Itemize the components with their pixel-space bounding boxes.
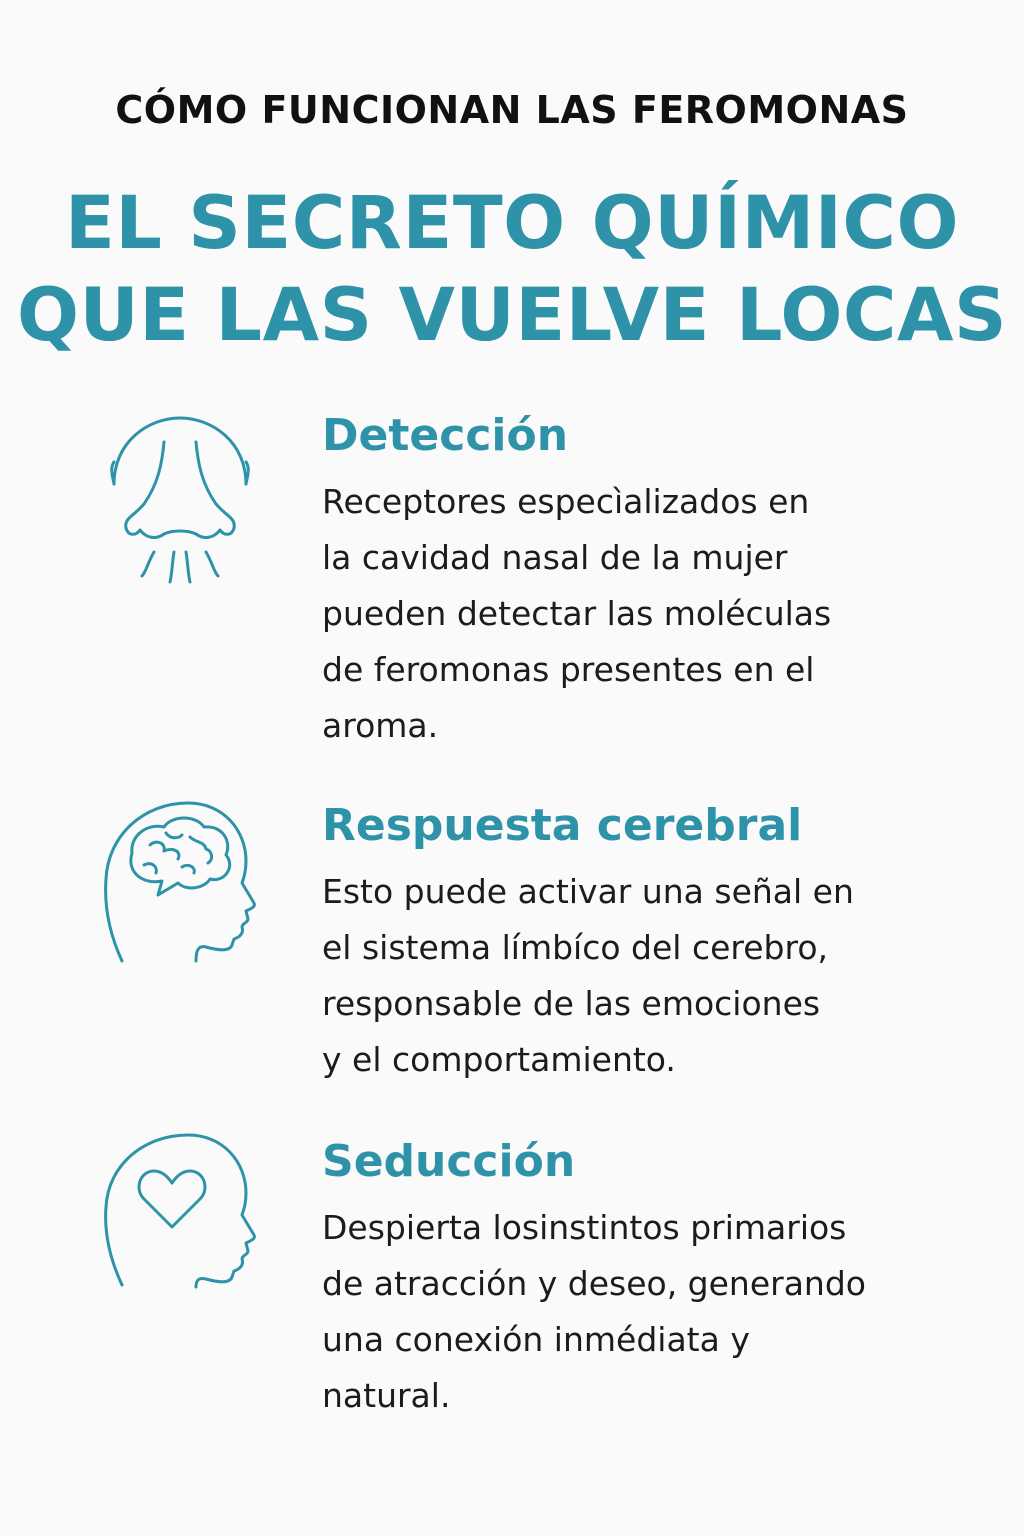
section-title-respuesta-cerebral: Respuesta cerebral [322, 800, 803, 851]
body-line: Esto puede activar una señal en [322, 872, 854, 911]
headline-line-2: QUE LAS VUELVE LOCAS [16, 273, 1008, 358]
body-line: Despierta losinstintos primarios [322, 1208, 847, 1247]
body-line: Receptores especìalizados en [322, 482, 810, 521]
nose-icon [100, 412, 260, 592]
body-line: y el comportamiento. [322, 1040, 676, 1079]
body-line: de feromonas presentes en el [322, 650, 815, 689]
section-body-respuesta-cerebral [322, 864, 962, 1088]
body-line: responsable de las emociones [322, 984, 821, 1023]
section-title-seduccion: Seducción [322, 1136, 576, 1187]
body-line: aroma. [322, 706, 439, 745]
section-title-deteccion: Detección [322, 410, 569, 461]
brain-head-icon [100, 795, 260, 975]
body-line: natural. [322, 1376, 451, 1415]
headline-line-1: EL SECRETO QUÍMICO [64, 181, 960, 266]
body-line: pueden detectar las moléculas [322, 594, 832, 633]
section-body-deteccion [322, 474, 962, 754]
kicker-title: CÓMO FUNCIONAN LAS FEROMONAS [115, 88, 909, 132]
body-line: una conexión inmédiata y [322, 1320, 750, 1359]
heart-head-icon [100, 1125, 260, 1305]
body-line: la cavidad nasal de la mujer [322, 538, 788, 577]
headline [0, 178, 1024, 362]
body-line: el sistema límbíco del cerebro, [322, 928, 829, 967]
section-body-seduccion [322, 1200, 962, 1424]
body-line: de atracción y deseo, generando [322, 1264, 866, 1303]
